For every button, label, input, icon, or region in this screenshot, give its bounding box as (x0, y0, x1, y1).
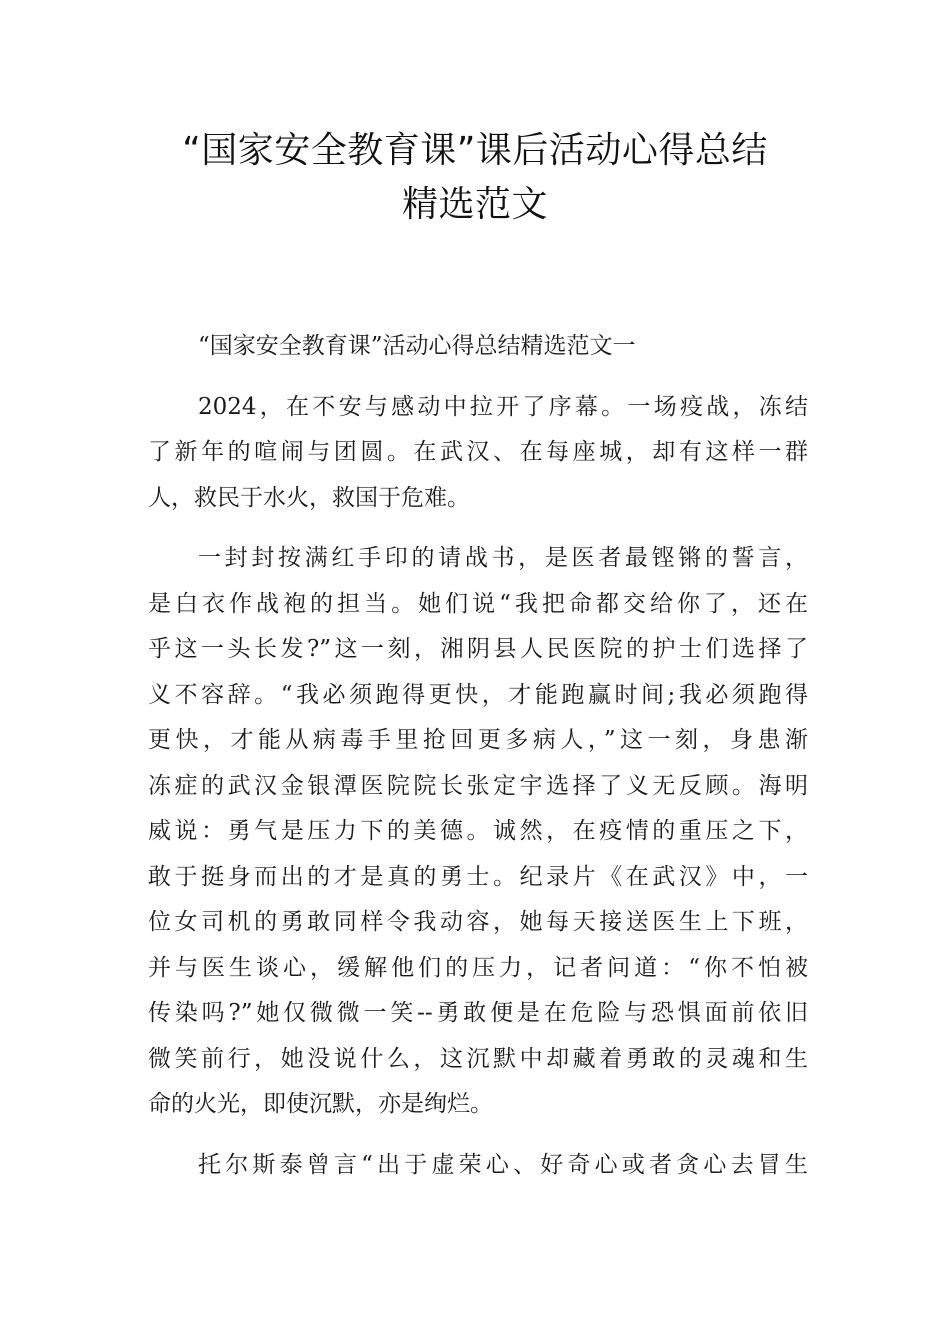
text-line: 了新年的喧闹与团圆。在武汉、在每座城，却有这样一群 (148, 439, 808, 465)
title-line: “国家安全教育课”课后活动心得总结 (182, 130, 768, 171)
text-line: 位女司机的勇敢同样令我动容，她每天接送医生上下班， (148, 909, 808, 935)
title-line: 精选范文 (401, 184, 548, 225)
paragraph (148, 385, 808, 522)
text-line: 命的火光，即使沉默，亦是绚烂。 (148, 1091, 493, 1117)
document-title (100, 124, 850, 232)
text-line: 人，救民于水火，救国于危难。 (148, 484, 470, 511)
text-line: 一封封按满红手印的请战书，是医者最铿锵的誓言， (198, 545, 808, 571)
text-line: 2024，在不安与感动中拉开了序幕。一场疫战，冻结 (198, 393, 808, 420)
paragraph-subtitle (148, 324, 808, 370)
text-line: 微笑前行，她没说什么，这沉默中却藏着勇敢的灵魂和生 (148, 1045, 808, 1072)
text-line: 威说：勇气是压力下的美德。诚然，在疫情的重压之下， (148, 818, 808, 844)
text-line: “国家安全教育课”活动心得总结精选范文一 (198, 333, 636, 359)
paragraph (148, 536, 808, 1128)
text-line: 敢于挺身而出的才是真的勇士。纪录片《在武汉》中，一 (148, 863, 808, 890)
text-line: 传染吗?”她仅微微一笑--勇敢便是在危险与恐惧面前依旧 (148, 1000, 808, 1026)
text-line: 义不容辞。“我必须跑得更快，才能跑赢时间;我必须跑得 (148, 681, 808, 708)
text-line: 更快，才能从病毒手里抢回更多病人，”这一刻，身患渐 (148, 727, 808, 753)
text-line: 是白衣作战袍的担当。她们说“我把命都交给你了，还在 (148, 590, 808, 617)
document-body (148, 324, 808, 1203)
text-line: 冻症的武汉金银潭医院院长张定宇选择了义无反顾。海明 (148, 772, 808, 799)
text-line: 乎这一头长发?”这一刻，湘阴县人民医院的护士们选择了 (148, 636, 808, 662)
paragraph (148, 1143, 808, 1189)
text-line: 托尔斯泰曾言“出于虚荣心、好奇心或者贪心去冒生 (198, 1151, 808, 1178)
text-line: 并与医生谈心，缓解他们的压力，记者问道：“你不怕被 (148, 954, 808, 981)
